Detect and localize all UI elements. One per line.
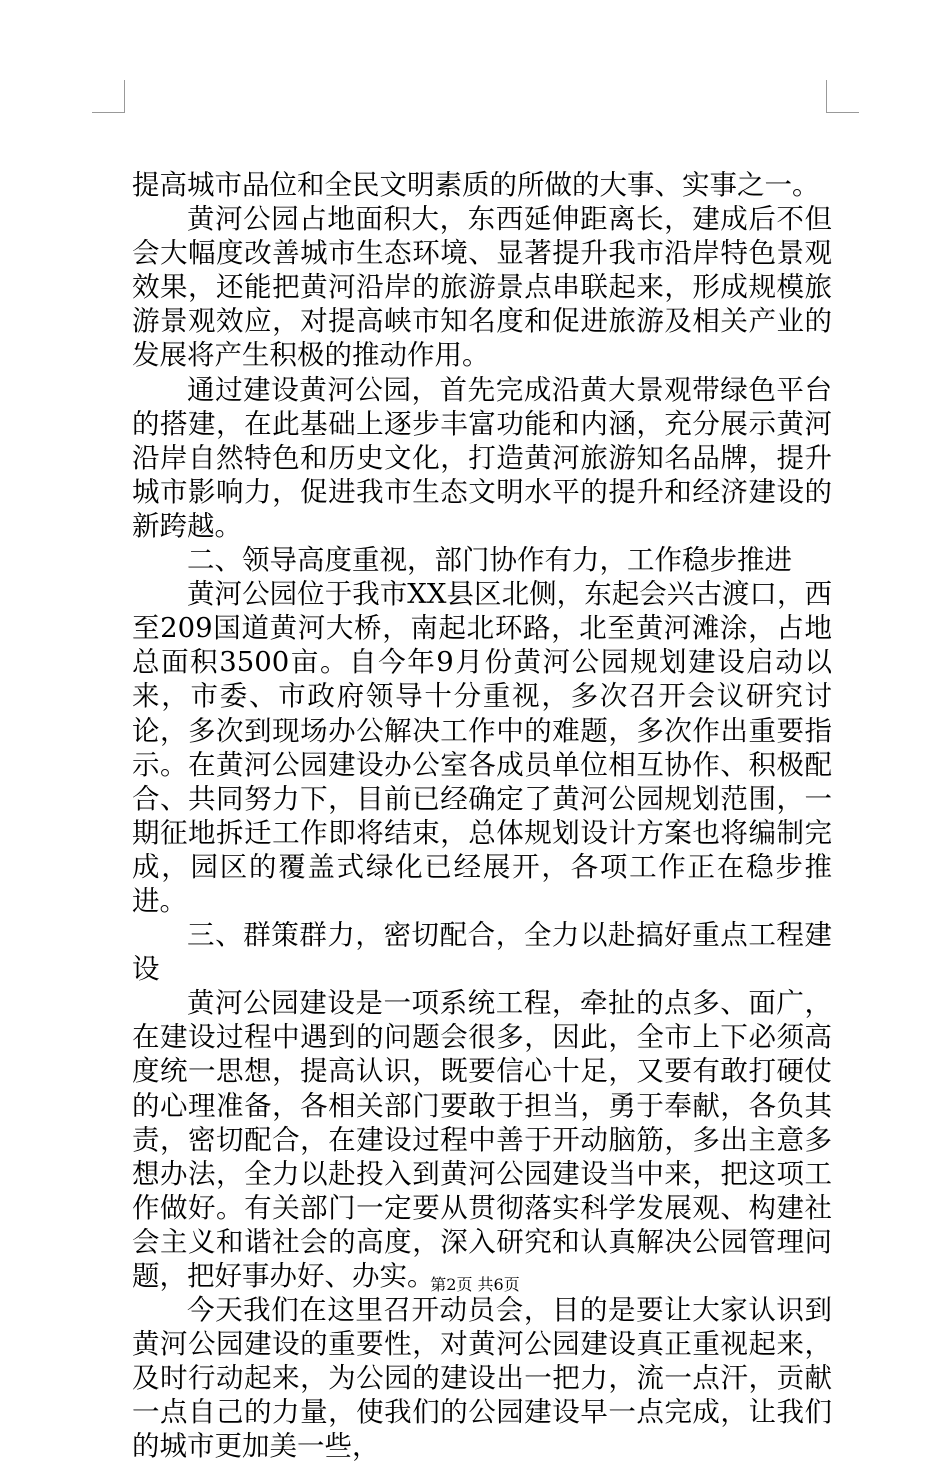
paragraph: 通过建设黄河公园，首先完成沿黄大景观带绿色平台的搭建，在此基础上逐步丰富功能和内涵，充分展示黄河沿岸自然特色和历史文化，打造黄河旅游知名品牌，提升城市影响力，促进我市生态文明水平的提升和经济建设的新跨越。 bbox=[132, 373, 832, 542]
paragraph: 黄河公园占地面积大，东西延伸距离长，建成后不但会大幅度改善城市生态环境、显著提升我市沿岸特色景观效果，还能把黄河沿岸的旅游景点串联起来，形成规模旅游景观效应，对提高峡市知名度和促进旅游及相关产业的发展将产生积极的推动作用。 bbox=[132, 203, 832, 372]
page-number-footer: 第2页 共6页 bbox=[430, 1275, 520, 1294]
paragraph: 黄河公园位于我市XX县区北侧，东起会兴古渡口，西至209国道黄河大桥，南起北环路，北至黄河滩涂，占地总面积3500亩。自今年9月份黄河公园规划建设启动以来，市委、市政府领导十分重视，多次召开会议研究讨论，多次到现场办公解决工作中的难题，多次作出重要指示。在黄河公园建设办公室各成员单位相互协作、积极配合、共同努力下，目前已经确定了黄河公园规划范围，一期征地拆迁工作即将结束，总体规划设计方案也将编制完成，园区的覆盖式绿化已经展开，各项工作正在稳步推进。 bbox=[132, 578, 832, 917]
crop-mark-top-right bbox=[826, 80, 859, 113]
document-body bbox=[132, 168, 832, 1464]
paragraph-continuation: 提高城市品位和全民文明素质的所做的大事、实事之一。 bbox=[132, 169, 820, 201]
section-heading: 二、领导高度重视，部门协作有力，工作稳步推进 bbox=[187, 544, 792, 577]
section-heading: 三、群策群力，密切配合，全力以赴搞好重点工程建设 bbox=[132, 919, 832, 986]
paragraph: 黄河公园建设是一项系统工程，牵扯的点多、面广，在建设过程中遇到的问题会很多，因此，全市上下必须高度统一思想，提高认识，既要信心十足，又要有敢打硬仗的心理准备，各相关部门要敢于担当，勇于奉献，各负其责，密切配合，在建设过程中善于开动脑筋，多出主意多想办法，全力以赴投入到黄河公园建设当中来，把这项工作做好。有关部门一定要从贯彻落实科学发展观、构建社会主义和谐社会的高度，深入研究和认真解决公园管理问题，把好事办好、办实。 bbox=[132, 987, 832, 1292]
crop-mark-top-left bbox=[92, 80, 125, 113]
paragraph: 今天我们在这里召开动员会，目的是要让大家认识到黄河公园建设的重要性，对黄河公园建设真正重视起来，及时行动起来，为公园的建设出一把力，流一点汗，贡献一点自己的力量，使我们的公园建设早一点完成，让我们的城市更加美一些， bbox=[132, 1294, 832, 1463]
